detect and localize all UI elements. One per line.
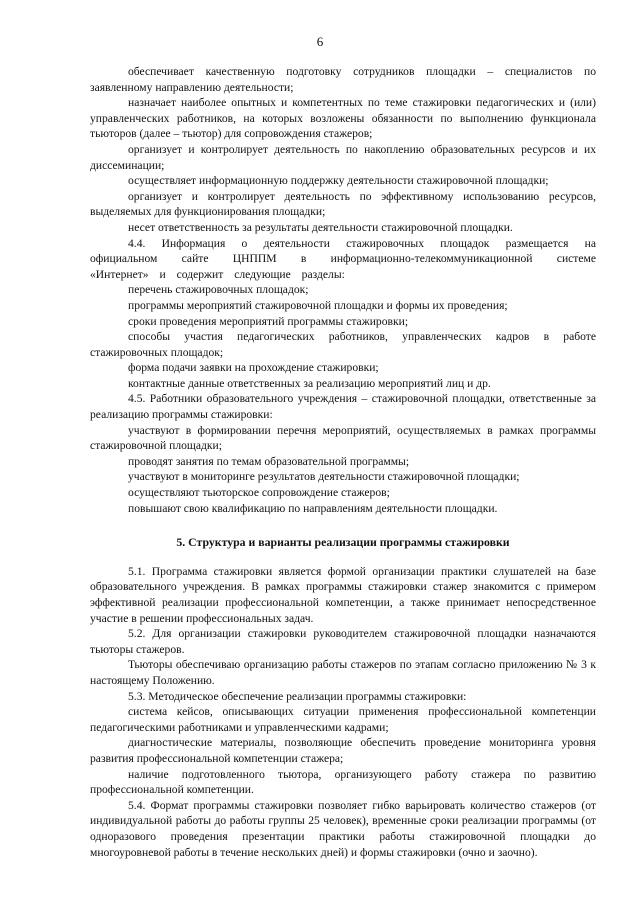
paragraph: организует и контролирует деятельность по эффективному использованию ресурсов, выделяемых для функционирования площадки; — [90, 189, 596, 219]
paragraph: система кейсов, описывающих ситуации применения профессиональной компетенции педагогическими работниками и управленческими кадрами; — [90, 705, 596, 734]
paragraph: проводят занятия по темам образовательной программы; — [128, 454, 410, 468]
paragraph: сроки проведения мероприятий программы стажировки; — [128, 314, 409, 328]
paragraph: контактные данные ответственных за реализацию мероприятий лиц и др. — [128, 376, 491, 390]
paragraph: обеспечивает качественную подготовку сотрудников площадки – специалистов по заявленному направлению деятельности; — [90, 65, 596, 94]
paragraph: 5.2. Для организации стажировки руководителем стажировочной площадки назначаются тьюторы стажеров. — [90, 627, 596, 656]
paragraph: назначает наиболее опытных и компетентных по теме стажировки педагогических и (или) управленческих работников, на которых возложены обязанности по выполнению функционала тьюторов (далее – тьютор) для сопровождения стажеров; — [90, 96, 596, 141]
paragraph: 5.4. Формат программы стажировки позволяет гибко варьировать количество стажеров (от индивидуальной работы до работы группы 25 человек), временные сроки реализации программы (от одноразового проведения презентации практики работы стажировочной площадки до многоуровневой работы в течение нескольких дней) и формы стажировки (очно и заочно). — [90, 798, 596, 859]
paragraph: 5.3. Методическое обеспечение реализации программы стажировки: — [128, 689, 467, 703]
paragraph: 4.4. Информация о деятельности стажировочных площадок размещается на официальном сайте ЦНППМ в информационно-телекоммуникационной системе «Интернет» и содержит следующие разделы: — [90, 236, 596, 281]
paragraph: повышают свою квалификацию по направлениям деятельности площадки. — [128, 501, 498, 515]
paragraph: Тьюторы обеспечиваю организацию работы стажеров по этапам согласно приложению № 3 к настоящему Положению. — [90, 658, 596, 687]
paragraph: программы мероприятий стажировочной площадки и формы их проведения; — [128, 298, 508, 312]
section-heading: 5. Структура и варианты реализации программы стажировки — [176, 535, 510, 550]
paragraph: наличие подготовленного тьютора, организующего работу стажера по развитию профессиональной компетенции. — [90, 767, 596, 797]
paragraph: 5.1. Программа стажировки является формой организации практики слушателей на базе образовательного учреждения. В рамках программы стажировки стажер знакомится с примером эффективной реализации профессиональной компетенции, а также принимает непосредственное участие в решении профессиональных задач. — [90, 564, 596, 625]
paragraph: форма подачи заявки на прохождение стажировки; — [128, 361, 379, 375]
paragraph: несет ответственность за результаты деятельности стажировочной площадки. — [128, 220, 513, 234]
page-number: 6 — [316, 34, 324, 49]
paragraph: способы участия педагогических работников, управленческих кадров в работе стажировочных площадок; — [90, 330, 596, 359]
document-body — [90, 64, 596, 860]
paragraph: участвуют в формировании перечня мероприятий, осуществляемых в рамках программы стажировочной площадки; — [90, 423, 596, 453]
paragraph: 4.5. Работники образовательного учреждения – стажировочной площадки, ответственные за реализацию программы стажировки: — [90, 392, 596, 422]
paragraph: организует и контролирует деятельность по накоплению образовательных ресурсов и их диссеминации; — [90, 142, 596, 172]
paragraph: диагностические материалы, позволяющие обеспечить проведение мониторинга уровня развития профессиональной компетенции стажера; — [90, 736, 596, 765]
paragraph: участвуют в мониторинге результатов деятельности стажировочной площадки; — [128, 470, 520, 484]
paragraph: перечень стажировочных площадок; — [128, 283, 309, 297]
paragraph: осуществляет информационную поддержку деятельности стажировочной площадки; — [128, 174, 549, 188]
paragraph: осуществляют тьюторское сопровождение стажеров; — [128, 486, 390, 500]
